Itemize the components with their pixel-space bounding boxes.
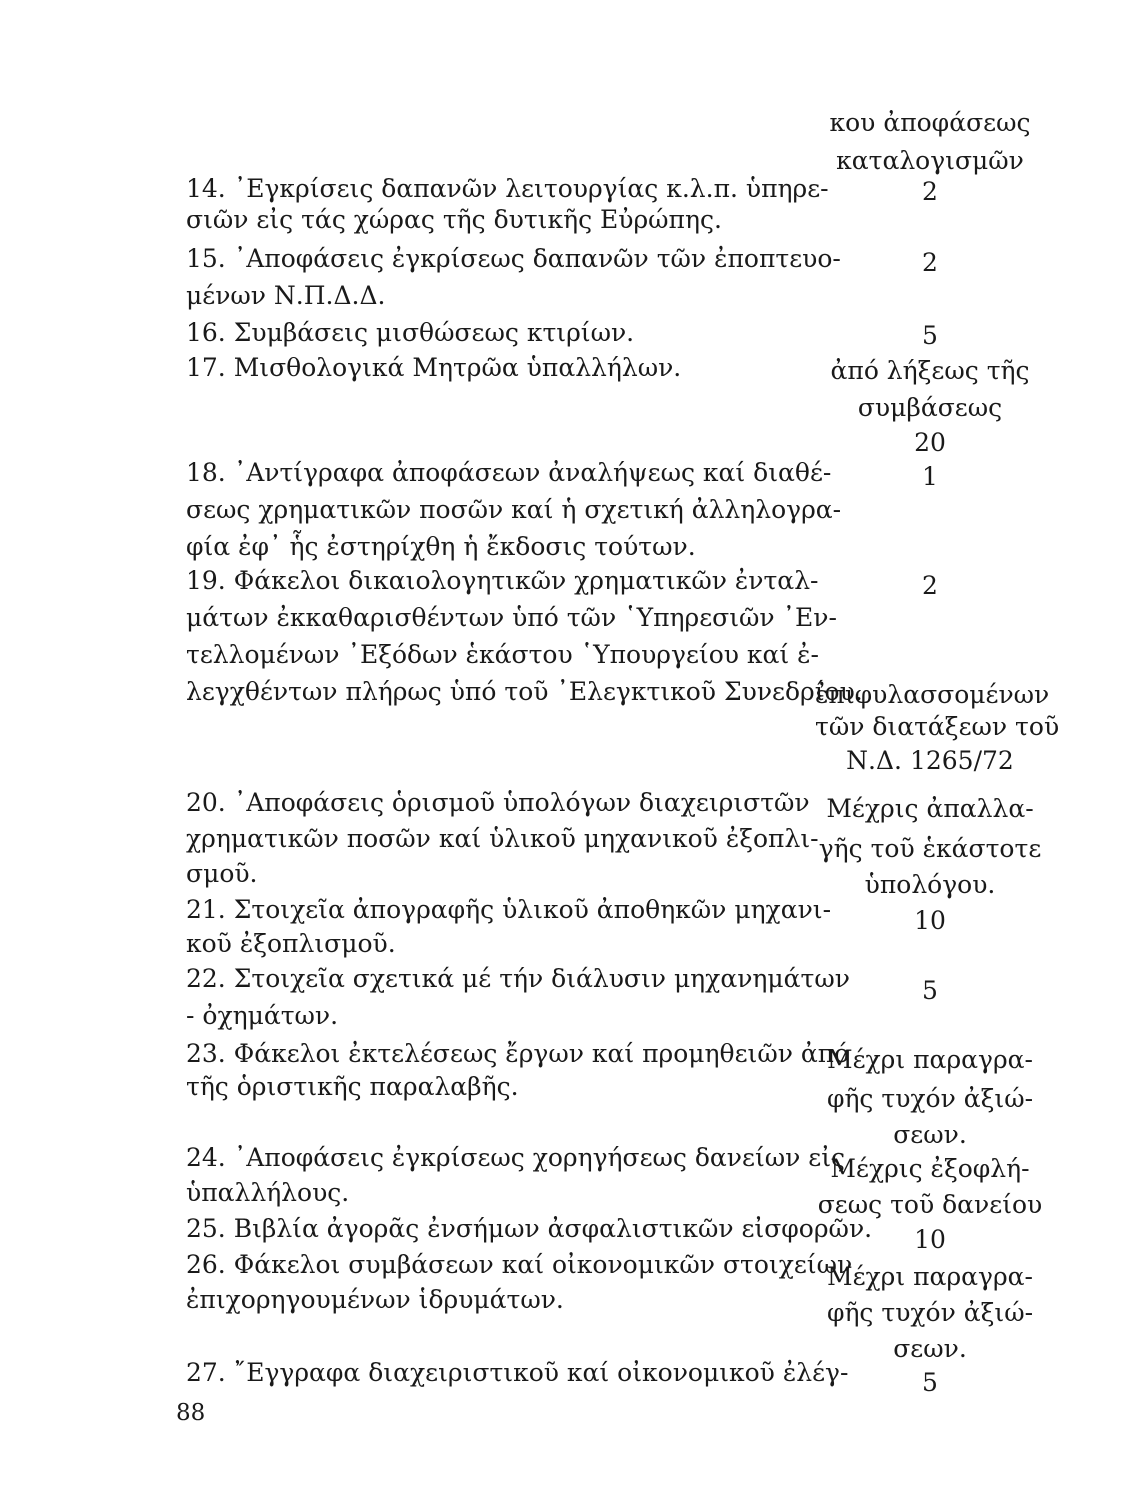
entry-24-retention: Μέχρις ἐξοφλή- (830, 1154, 1030, 1183)
entry-19-line: λεγχθέντων πλήρως ὑπό τοῦ ᾽Ελεγκτικοῦ Συνεδρίου. (186, 677, 863, 706)
entry-26-retention: φῆς τυχόν ἀξιώ- (826, 1298, 1034, 1327)
entry-26-retention: Μέχρι παραγρα- (826, 1262, 1033, 1291)
entry-24-retention: σεως τοῦ δανείου (817, 1190, 1043, 1219)
entry-14-retention: 2 (922, 177, 938, 206)
entry-24-line: 24. ᾽Αποφάσεις ἐγκρίσεως χορηγήσεως δανείων εἰς (186, 1143, 846, 1172)
entry-19-retention: Ν.Δ. 1265/72 (846, 746, 1014, 775)
entry-20-line: χρηματικῶν ποσῶν καί ὑλικοῦ μηχανικοῦ ἐξοπλι- (186, 824, 819, 853)
entry-23-retention: Μέχρι παραγρα- (826, 1045, 1033, 1074)
entry-25-retention: 10 (914, 1225, 946, 1254)
entry-15-line: 15. ᾽Αποφάσεις ἐγκρίσεως δαπανῶν τῶν ἐποπτευο- (186, 244, 841, 273)
entry-26-retention: σεων. (893, 1334, 967, 1363)
entry-20-retention: ὑπολόγου. (864, 870, 996, 899)
entry-23-retention: φῆς τυχόν ἀξιώ- (826, 1084, 1034, 1113)
entry-23-retention: σεων. (893, 1120, 967, 1149)
entry-20-retention: Μέχρις ἀπαλλα- (826, 794, 1034, 823)
entry-20-retention: γῆς τοῦ ἑκάστοτε (818, 834, 1042, 863)
entry-18-line: 18. ᾽Αντίγραφα ἀποφάσεων ἀναλήψεως καί διαθέ- (186, 458, 832, 487)
entry-22-line: - ὀχημάτων. (186, 1001, 339, 1030)
entry-19-line: 19. Φάκελοι δικαιολογητικῶν χρηματικῶν ἐνταλ- (186, 566, 819, 595)
entry-18-line: σεως χρηματικῶν ποσῶν καί ἡ σχετική ἀλληλογρα- (186, 495, 842, 524)
entry-15-retention: 2 (922, 248, 938, 277)
entry-22-retention: 5 (922, 976, 938, 1005)
entry-26-line: 26. Φάκελοι συμβάσεων καί οἰκονομικῶν στοιχείων (186, 1250, 853, 1279)
entry-26-line: ἐπιχορηγουμένων ἱδρυμάτων. (186, 1285, 564, 1314)
entry-19-line: τελλομένων ᾽Εξόδων ἑκάστου ῾Υπουργείου καί ἐ- (186, 640, 820, 669)
entry-23-line: 23. Φάκελοι ἐκτελέσεως ἔργων καί προμηθειῶν ἀπό (186, 1039, 850, 1068)
entry-25-line: 25. Βιβλία ἀγορᾶς ἐνσήμων ἀσφαλιστικῶν εἰσφορῶν. (186, 1214, 873, 1243)
page-number: 88 (176, 1400, 206, 1426)
entry-20-line: 20. ᾽Αποφάσεις ὁρισμοῦ ὑπολόγων διαχειριστῶν (186, 788, 810, 817)
entry-19-retention: 2 (922, 571, 938, 600)
entry-22-line: 22. Στοιχεῖα σχετικά μέ τήν διάλυσιν μηχανημάτων (186, 964, 850, 993)
entry-17-retention: συμβάσεως (857, 393, 1003, 422)
entry-17-line: 17. Μισθολογικά Μητρῶα ὑπαλλήλων. (186, 353, 682, 382)
header-right-line: καταλογισμῶν (836, 146, 1024, 175)
entry-17-retention: ἀπό λήξεως τῆς (830, 356, 1030, 385)
entry-23-line: τῆς ὁριστικῆς παραλαβῆς. (186, 1072, 519, 1101)
entry-14-line: σιῶν εἰς τάς χώρας τῆς δυτικῆς Εὐρώπης. (186, 205, 722, 234)
entry-19-line: μάτων ἐκκαθαρισθέντων ὑπό τῶν ῾Υπηρεσιῶν ᾽Εν- (186, 603, 837, 632)
entry-19-retention: τῶν διατάξεων τοῦ (815, 712, 1060, 741)
header-right-line: κου ἀποφάσεως (829, 108, 1031, 137)
entry-27-line: 27. ῎Εγγραφα διαχειριστικοῦ καί οἰκονομικοῦ ἐλέγ- (186, 1358, 849, 1387)
entry-21-retention: 10 (914, 906, 946, 935)
entry-18-retention: 1 (922, 462, 938, 491)
entry-24-line: ὑπαλλήλους. (186, 1178, 350, 1207)
entry-15-line: μένων Ν.Π.Δ.Δ. (186, 281, 386, 310)
entry-27-retention: 5 (922, 1368, 938, 1397)
entry-14-line: 14. ᾽Εγκρίσεις δαπανῶν λειτουργίας κ.λ.π. ὑπηρε- (186, 174, 829, 203)
entry-19-retention: ἐπιφυλασσομένων (815, 680, 1050, 709)
entry-21-line: 21. Στοιχεῖα ἀπογραφῆς ὑλικοῦ ἀποθηκῶν μηχανι- (186, 895, 832, 924)
entry-17-retention: 20 (914, 428, 946, 457)
entry-21-line: κοῦ ἐξοπλισμοῦ. (186, 929, 396, 958)
entry-20-line: σμοῦ. (186, 859, 258, 888)
entry-16-retention: 5 (922, 321, 938, 350)
entry-18-line: φία ἐφ᾽ ἧς ἐστηρίχθη ἡ ἔκδοσις τούτων. (186, 532, 696, 561)
entry-16-line: 16. Συμβάσεις μισθώσεως κτιρίων. (186, 318, 635, 347)
